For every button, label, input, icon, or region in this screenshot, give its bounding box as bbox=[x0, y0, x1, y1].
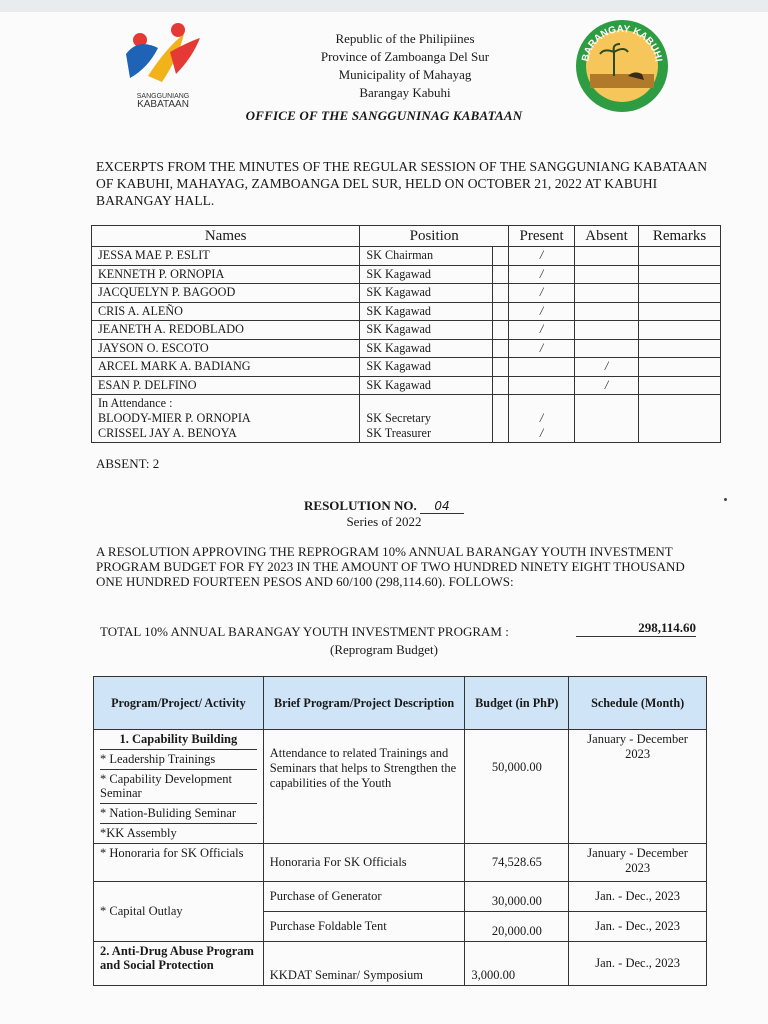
letterhead-line-1: Republic of the Philipiines bbox=[335, 31, 475, 46]
resolution-number-value: 04 bbox=[420, 499, 464, 514]
speck bbox=[724, 498, 727, 501]
header-position: Position bbox=[360, 226, 509, 247]
resolution-description: A RESOLUTION APPROVING THE REPROGRAM 10% ANNUAL BARANGAY YOUTH INVESTMENT PROGRAM BUDGET FOR FY 2023 IN THE AMOUNT OF TWO HUNDRED NINETY EIGHT THOUSAND ONE HUNDRED FOURTEEN PESOS AND 60/100 (298,114.60). FOLLOWS: bbox=[96, 544, 685, 589]
table-row bbox=[94, 882, 707, 912]
table-row bbox=[92, 339, 721, 358]
svg-text:KABATAAN: KABATAAN bbox=[137, 99, 189, 108]
member-name: JEANETH A. REDOBLADO bbox=[92, 321, 360, 340]
member-name: JESSA MAE P. ESLIT bbox=[92, 247, 360, 266]
present-mark bbox=[509, 376, 575, 395]
member-position: SK Kagawad bbox=[360, 358, 493, 377]
member-position: SK Kagawad bbox=[360, 284, 493, 303]
member-position: SK Secretary bbox=[366, 411, 431, 425]
in-attendance-positions bbox=[360, 395, 493, 443]
svg-text:SANGGUNIANG: SANGGUNIANG bbox=[136, 93, 190, 100]
cap-building-schedule: January - December 2023 bbox=[569, 730, 707, 844]
absent-mark: / bbox=[575, 358, 639, 377]
barangay-kabuhi-seal bbox=[574, 18, 670, 114]
minutes-intro: EXCERPTS FROM THE MINUTES OF THE REGULAR SESSION OF THE SANGGUNIANG KABATAAN OF KABUHI, MAHAYAG, ZAMBOANGA DEL SUR, HELD ON OCTOBER 21, 2022 AT KABUHI BARANGAY HALL. bbox=[96, 159, 708, 208]
present-mark bbox=[509, 358, 575, 377]
honoraria-activity: * Honoraria for SK Officials bbox=[94, 844, 264, 882]
table-row bbox=[92, 247, 721, 266]
svg-text:BARANGAY KABUHI: BARANGAY KABUHI bbox=[580, 23, 664, 63]
table-row bbox=[94, 730, 707, 844]
table-row bbox=[92, 358, 721, 377]
present-mark: / bbox=[509, 302, 575, 321]
member-name: CRISSEL JAY A. BENOYA bbox=[98, 426, 237, 440]
capital-outlay-activity: * Capital Outlay bbox=[94, 882, 264, 942]
list-item: *KK Assembly bbox=[100, 826, 177, 840]
absent-mark bbox=[575, 265, 639, 284]
present-mark: / bbox=[509, 339, 575, 358]
present-mark: / bbox=[539, 426, 544, 440]
budget-header-row bbox=[94, 677, 707, 730]
capital-schedule: Jan. - Dec., 2023 bbox=[569, 882, 707, 912]
absent-mark bbox=[575, 321, 639, 340]
member-position: SK Kagawad bbox=[360, 339, 493, 358]
member-name: KENNETH P. ORNOPIA bbox=[92, 265, 360, 284]
capital-description: Purchase of Generator bbox=[263, 882, 465, 912]
absent-mark bbox=[575, 247, 639, 266]
in-attendance-label: In Attendance : bbox=[98, 396, 173, 410]
table-row bbox=[94, 942, 707, 986]
document-page bbox=[0, 12, 768, 1024]
member-name: ESAN P. DELFINO bbox=[92, 376, 360, 395]
member-position: SK Kagawad bbox=[360, 321, 493, 340]
table-row bbox=[92, 284, 721, 303]
header-present: Present bbox=[509, 226, 575, 247]
table-row bbox=[92, 302, 721, 321]
office-title: OFFICE OF THE SANGGUNINAG KABATAAN bbox=[245, 108, 523, 123]
member-name: CRIS A. ALEÑO bbox=[92, 302, 360, 321]
present-mark: / bbox=[509, 284, 575, 303]
list-item: * Capability Development Seminar bbox=[100, 770, 257, 804]
header-activity: Program/Project/ Activity bbox=[94, 677, 264, 730]
present-mark: / bbox=[509, 247, 575, 266]
table-row bbox=[92, 321, 721, 340]
in-attendance-names bbox=[92, 395, 360, 443]
reprogram-note: (Reprogram Budget) bbox=[330, 642, 438, 657]
absent-mark bbox=[575, 302, 639, 321]
table-row bbox=[92, 265, 721, 284]
total-value: 298,114.60 bbox=[576, 620, 696, 637]
member-position: SK Chairman bbox=[360, 247, 493, 266]
attendance-header-row bbox=[92, 226, 721, 247]
absent-mark: / bbox=[575, 376, 639, 395]
capital-budget: 30,000.00 bbox=[465, 882, 569, 912]
letterhead bbox=[260, 30, 550, 102]
anti-drug-budget: 3,000.00 bbox=[465, 942, 569, 986]
member-position: SK Kagawad bbox=[360, 376, 493, 395]
resolution-number bbox=[0, 498, 768, 514]
anti-drug-schedule: Jan. - Dec., 2023 bbox=[569, 942, 707, 986]
honoraria-description: Honoraria For SK Officials bbox=[263, 844, 465, 882]
member-name: JAYSON O. ESCOTO bbox=[92, 339, 360, 358]
honoraria-schedule: January - December 2023 bbox=[569, 844, 707, 882]
in-attendance-row bbox=[92, 395, 721, 443]
attendance-table bbox=[91, 225, 721, 443]
resolution-series: Series of 2022 bbox=[346, 514, 422, 529]
present-mark: / bbox=[539, 411, 544, 425]
header-absent: Absent bbox=[575, 226, 639, 247]
letterhead-line-2: Province of Zamboanga Del Sur bbox=[320, 49, 490, 64]
letterhead-line-4: Barangay Kabuhi bbox=[359, 85, 451, 100]
in-attendance-present bbox=[509, 395, 575, 443]
present-mark: / bbox=[509, 265, 575, 284]
capital-schedule: Jan. - Dec., 2023 bbox=[569, 912, 707, 942]
header-names: Names bbox=[92, 226, 360, 247]
table-row bbox=[92, 376, 721, 395]
cap-building-description: Attendance to related Trainings and Seminars that helps to Strengthen the capabilities of the Youth bbox=[263, 730, 465, 844]
anti-drug-activity: 2. Anti-Drug Abuse Program and Social Protection bbox=[94, 942, 264, 986]
sangguniang-kabataan-logo bbox=[118, 18, 208, 108]
cap-building-title: 1. Capability Building bbox=[100, 730, 257, 750]
header-budget: Budget (in PhP) bbox=[465, 677, 569, 730]
table-row bbox=[94, 844, 707, 882]
anti-drug-description: KKDAT Seminar/ Symposium bbox=[263, 942, 465, 986]
cap-building-activity bbox=[94, 730, 264, 844]
honoraria-budget: 74,528.65 bbox=[465, 844, 569, 882]
resolution-label: RESOLUTION NO. bbox=[304, 498, 417, 513]
header-description: Brief Program/Project Description bbox=[263, 677, 465, 730]
header-remarks: Remarks bbox=[639, 226, 721, 247]
header-schedule: Schedule (Month) bbox=[569, 677, 707, 730]
list-item: * Nation-Buliding Seminar bbox=[100, 804, 257, 824]
capital-budget: 20,000.00 bbox=[465, 912, 569, 942]
member-position: SK Treasurer bbox=[366, 426, 432, 440]
member-name: JACQUELYN P. BAGOOD bbox=[92, 284, 360, 303]
member-name: BLOODY-MIER P. ORNOPIA bbox=[98, 411, 251, 425]
letterhead-line-3: Municipality of Mahayag bbox=[338, 67, 472, 82]
list-item: * Leadership Trainings bbox=[100, 750, 257, 770]
member-position: SK Kagawad bbox=[360, 265, 493, 284]
absent-mark bbox=[575, 284, 639, 303]
capital-description: Purchase Foldable Tent bbox=[263, 912, 465, 942]
budget-table bbox=[93, 676, 707, 986]
present-mark: / bbox=[509, 321, 575, 340]
member-name: ARCEL MARK A. BADIANG bbox=[92, 358, 360, 377]
absent-mark bbox=[575, 339, 639, 358]
total-label: TOTAL 10% ANNUAL BARANGAY YOUTH INVESTMENT PROGRAM : bbox=[100, 624, 509, 639]
cap-building-budget: 50,000.00 bbox=[465, 730, 569, 844]
absent-count: ABSENT: 2 bbox=[96, 456, 160, 471]
member-position: SK Kagawad bbox=[360, 302, 493, 321]
